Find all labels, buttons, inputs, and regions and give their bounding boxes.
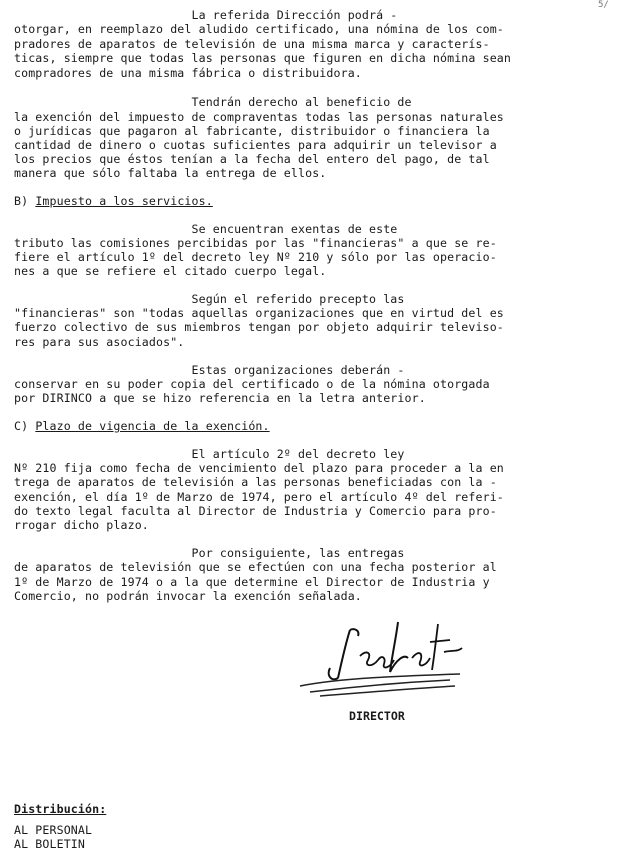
exentas-line-2: tributo las comisiones percibidas por las "financieras" a que se re-	[14, 236, 497, 250]
intro-line-1: La referida Dirección podrá -	[14, 8, 398, 22]
intro-line-3: pradores de aparatos de televisión de una misma marca y caracterís-	[14, 37, 490, 51]
consiguiente-line-2: de aparatos de televisión que se efectúen con una fecha posterior al	[14, 560, 497, 574]
heading-b-letter: B)	[14, 194, 29, 208]
derecho-line-3: o jurídicas que pagaron al fabricante, distribuidor o financiera la	[14, 124, 490, 138]
exentas-line-4: nes a que se refiere el citado cuerpo legal.	[14, 264, 327, 278]
plazo-line-6: rrogar dicho plazo.	[14, 518, 149, 532]
plazo-line-1: El artículo 2º del decreto ley	[14, 447, 405, 461]
heading-c-letter: C)	[14, 419, 29, 433]
exentas-line-3: fiere el artículo 1º del decreto ley Nº 210 y sólo por las operacio-	[14, 250, 497, 264]
intro-line-2: otorgar, en reemplazo del aludido certificado, una nómina de los com-	[14, 22, 504, 36]
corner-mark: 5/	[598, 0, 609, 10]
heading-b	[14, 194, 620, 208]
financieras-line-2: "financieras" son "todas aquellas organizaciones que en virtud del es	[14, 306, 504, 320]
financieras-line-1: Según el referido precepto las	[14, 292, 405, 306]
derecho-line-5: los precios que éstos tenían a la fecha del entero del pago, de tal	[14, 152, 490, 166]
distribution-item-boletin: AL BOLETIN	[14, 837, 86, 851]
distribution-heading: Distribución:	[14, 802, 107, 816]
consiguiente-line-1: Por consiguiente, las entregas	[14, 546, 405, 560]
heading-c-title: Plazo de vigencia de la exención.	[35, 419, 270, 433]
distribution-item-personal: AL PERSONAL	[14, 823, 93, 837]
exentas-line-1: Se encuentran exentas de este	[14, 222, 398, 236]
organizaciones-line-2: conservar en su poder copia del certificado o de la nómina otorgada	[14, 377, 490, 391]
intro-line-4: ticas, siempre que todas las personas que figuren en dicha nómina sean	[14, 51, 512, 65]
handwritten-signature	[280, 612, 480, 702]
plazo-line-3: trega de aparatos de televisión a las personas beneficiadas con la -	[14, 475, 497, 489]
signer-title: DIRECTOR	[349, 709, 405, 723]
derecho-line-1: Tendrán derecho al beneficio de	[14, 95, 412, 109]
financieras-line-3: fuerzo colectivo de sus miembros tengan por objeto adquirir televiso-	[14, 320, 504, 334]
consiguiente-line-3: 1º de Marzo de 1974 o a la que determine el Director de Industria y	[14, 575, 490, 589]
heading-c	[14, 419, 620, 433]
organizaciones-line-1: Estas organizaciones deberán -	[14, 363, 405, 377]
consiguiente-line-4: Comercio, no podrán invocar la exención señalada.	[14, 589, 362, 603]
plazo-line-4: exención, el día 1º de Marzo de 1974, pero el artículo 4º del referi-	[14, 490, 504, 504]
heading-b-title: Impuesto a los servicios.	[35, 194, 213, 208]
plazo-line-2: Nº 210 fija como fecha de vencimiento del plazo para proceder a la en	[14, 461, 504, 475]
plazo-line-5: do texto legal faculta al Director de Industria y Comercio para pro-	[14, 504, 497, 518]
financieras-line-4: res para sus asociados".	[14, 335, 185, 349]
derecho-line-4: cantidad de dinero o cuotas suficientes para adquirir un televisor a	[14, 138, 497, 152]
intro-line-5: compradores de una misma fábrica o distribuidora.	[14, 66, 362, 80]
derecho-line-2: la exención del impuesto de compraventas todas las personas naturales	[14, 110, 504, 124]
organizaciones-line-3: por DIRINCO a que se hizo referencia en la letra anterior.	[14, 391, 426, 405]
derecho-line-6: manera que sólo faltaba la entrega de ellos.	[14, 166, 327, 180]
